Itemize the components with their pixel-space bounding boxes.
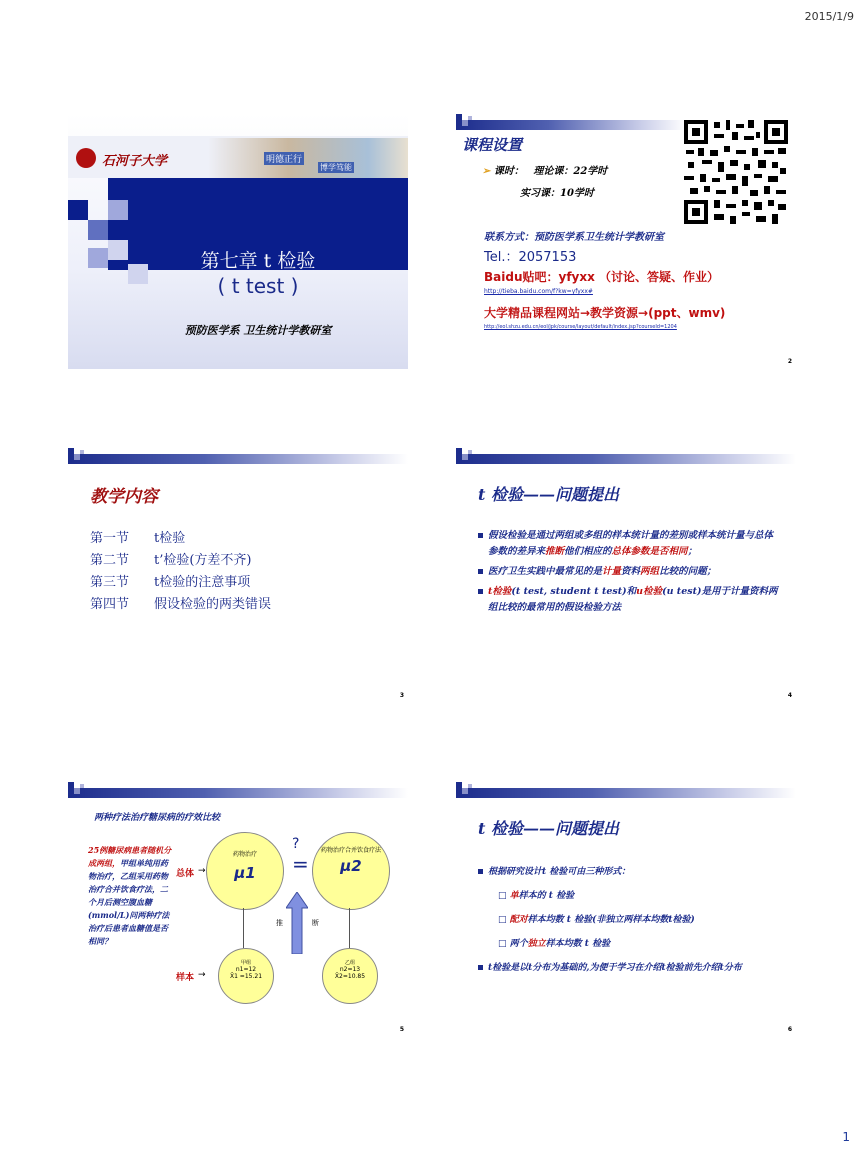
contact-text: 联系方式：预防医学系卫生统计学教研室 xyxy=(484,232,664,243)
baidu-forum: Baidu贴吧：yfyxx （讨论、答疑、作业） xyxy=(484,270,720,284)
bullet-list xyxy=(478,528,778,616)
header-bar xyxy=(456,120,686,130)
slide-title: 两种疗法治疗糖尿病的疗效比较 xyxy=(94,813,221,823)
bullet-list xyxy=(478,960,788,976)
population-circle-1: 药物治疗 μ1 xyxy=(206,832,284,910)
header-square xyxy=(74,454,80,460)
campus-photo xyxy=(208,138,408,178)
list-item: 医疗卫生实践中最常见的是计量资料两组比较的问题； xyxy=(478,564,778,580)
population-circle-2: 药物治疗合并饮食疗法 μ2 xyxy=(312,832,390,910)
baidu-link[interactable]: http://tieba.baidu.com/f?kw=yfyxx# xyxy=(484,288,593,295)
list-item: 第四节 假设检验的两类错误 xyxy=(90,597,272,612)
university-name: 石河子大学 xyxy=(102,154,168,169)
header-square xyxy=(462,454,468,460)
chapter-title: 第七章 t 检验 xyxy=(200,250,316,272)
slide-5 xyxy=(68,782,408,1037)
contact xyxy=(484,228,664,243)
header-square xyxy=(462,120,468,126)
header-square xyxy=(468,450,472,454)
header-square xyxy=(468,116,472,120)
slide-number: 2 xyxy=(787,358,792,365)
header-square xyxy=(80,784,84,788)
telephone: Tel.：2057153 xyxy=(484,250,577,265)
department: 预防医学系 卫生统计学教研室 xyxy=(184,324,332,337)
print-date: 2015/1/9 xyxy=(804,10,854,23)
slide-title: 课程设置 xyxy=(462,136,523,154)
infer-char: 断 xyxy=(312,919,319,927)
motto-2: 博学笃能 xyxy=(320,163,352,172)
course-website-link[interactable]: http://eol.shzu.edu.cn/eol/jpk/course/layout/default/index.jsp?courseId=1204 xyxy=(484,324,677,330)
slide-number: 5 xyxy=(399,1026,404,1033)
header-bar xyxy=(68,788,408,798)
slide-title: t 检验——问题提出 xyxy=(478,485,619,504)
slide-1 xyxy=(68,114,408,369)
course-website: 大学精品课程网站→教学资源→(ppt、wmv) xyxy=(484,306,726,320)
banner xyxy=(68,136,408,178)
equals-sign: = xyxy=(292,852,309,876)
slide-6 xyxy=(456,782,796,1037)
list-item: 假设检验是通过两组或多组的样本统计量的差别或样本统计量与总体参数的差异来推断他们相应的总体参数是否相同； xyxy=(478,528,778,560)
list-item: t检验是以t分布为基础的,为便于学习在介绍t检验前先介绍t分布 xyxy=(478,960,788,976)
theory-hours: 理论课：22学时 xyxy=(533,166,608,177)
connector-line xyxy=(243,908,244,948)
motto-1: 明德正行 xyxy=(264,152,304,165)
study-description: 25例糖尿病患者随机分成两组，甲组单纯用药物治疗，乙组采用药物治疗合并饮食疗法，二个月后测空腹血糖(mmol/L)问两种疗法治疗后患者血糖值是否相同？ xyxy=(88,845,172,946)
sub-item: □ 单样本的 t 检验 xyxy=(498,891,575,901)
chapter-subtitle: ( t test ) xyxy=(217,274,299,298)
slide-number: 3 xyxy=(399,692,404,699)
slide-number: 4 xyxy=(787,692,792,699)
hours-label: 课时： xyxy=(493,166,524,177)
slide-number: 6 xyxy=(787,1026,792,1033)
slide-2 xyxy=(456,114,796,369)
question-mark: ? xyxy=(292,836,300,852)
deco-square xyxy=(108,200,128,220)
list-item: t检验(t test, student t test)和u检验(u test)是用于计量资料两组比较的最常用的假设检验方法 xyxy=(478,584,778,616)
content-list xyxy=(90,528,271,616)
header-square xyxy=(74,788,80,794)
sub-item: □ 配对样本均数 t 检验(非独立两样本均数t检验) xyxy=(498,915,695,925)
slide-title: t 检验——问题提出 xyxy=(478,819,619,838)
sample-circle-1: 甲组 n1=12 X̄1 =15.21 xyxy=(218,948,274,1004)
list-item: 第三节 t检验的注意事项 xyxy=(90,575,251,590)
list-item: 第二节 t’检验(方差不齐) xyxy=(90,553,252,568)
header-square xyxy=(462,788,468,794)
qr-code xyxy=(684,120,788,224)
page-number: 1 xyxy=(842,1130,850,1144)
bullet-list xyxy=(478,864,788,880)
header-bar xyxy=(456,788,796,798)
university-logo xyxy=(76,148,96,168)
content xyxy=(478,864,788,976)
arrow-right-icon: → xyxy=(198,866,206,876)
header-square xyxy=(80,450,84,454)
population-label: 总体 xyxy=(176,869,195,879)
slide-4 xyxy=(456,448,796,703)
deco-square xyxy=(88,220,108,240)
inference-arrow-icon xyxy=(286,892,308,954)
slide-3 xyxy=(68,448,408,703)
header-bar xyxy=(68,454,408,464)
arrow-right-icon: → xyxy=(198,970,206,980)
slide-title: 教学内容 xyxy=(90,487,158,507)
deco-square xyxy=(68,200,88,220)
sample-label: 样本 xyxy=(176,973,195,983)
deco-square xyxy=(88,248,108,268)
sub-item: □ 两个独立样本均数 t 检验 xyxy=(498,939,611,949)
connector-line xyxy=(349,908,350,948)
infer-char: 推 xyxy=(276,919,283,927)
list-item: 根据研究设计t 检验可由三种形式： xyxy=(478,864,788,880)
list-item: 第一节 t检验 xyxy=(90,531,186,546)
header-square xyxy=(468,784,472,788)
header-bar xyxy=(456,454,796,464)
sample-circle-2: 乙组 n2=13 X̄2=10.85 xyxy=(322,948,378,1004)
hours-row xyxy=(482,162,607,177)
arrow-bullet-icon: ➢ xyxy=(482,166,494,177)
practice-hours: 实习课：10学时 xyxy=(520,188,594,199)
